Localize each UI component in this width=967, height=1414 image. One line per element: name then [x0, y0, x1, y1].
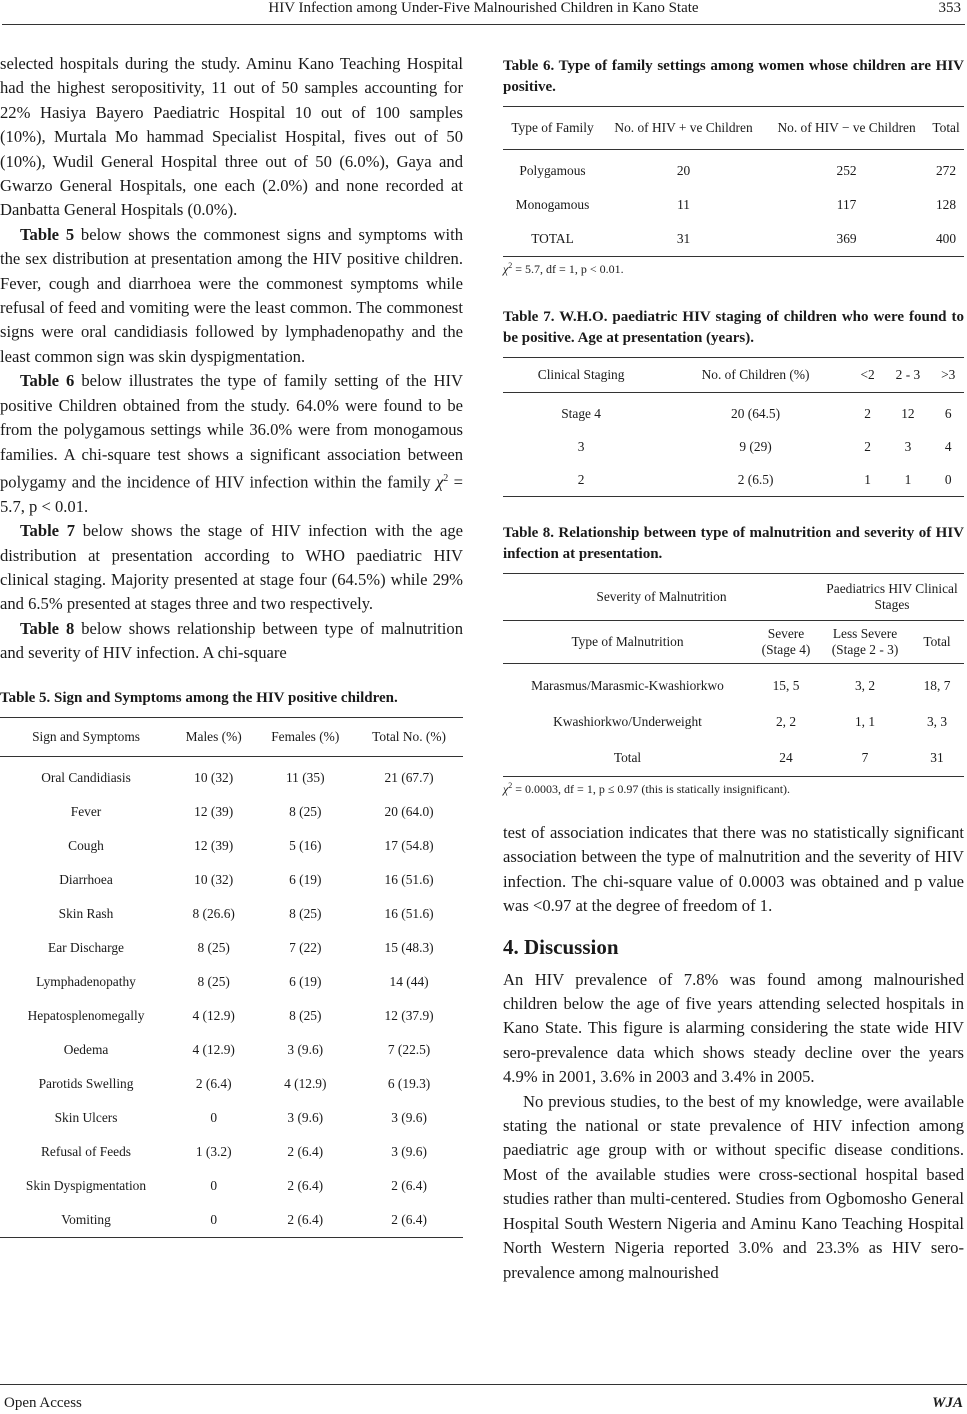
- table5-cell: Ear Discharge: [48, 939, 124, 955]
- table5-row: [0, 1033, 463, 1067]
- table5-row: [0, 1169, 463, 1203]
- table5-cell: 10 (32): [194, 871, 234, 887]
- table8-cell: 3, 2: [854, 678, 876, 693]
- table5-cell: Skin Dyspigmentation: [25, 1177, 147, 1193]
- table5-cell: 8 (25): [289, 803, 322, 819]
- table6-cell: TOTAL: [503, 222, 602, 257]
- table8-row: [503, 704, 964, 740]
- table5-cell: 4 (12.9): [192, 1041, 235, 1057]
- table5-cell: Skin Ulcers: [54, 1109, 118, 1125]
- table7-header-staging: Clinical Staging: [503, 358, 659, 393]
- table5-cell: 16 (51.6): [384, 905, 434, 921]
- table5-cell: 16 (51.6): [384, 871, 434, 887]
- table5-body: [0, 756, 463, 1237]
- table5-row: [0, 1135, 463, 1169]
- table8-row: [503, 740, 964, 777]
- table7-caption: Table 7. W.H.O. paediatric HIV staging of children who were found to be positive. Age at presentation (years).: [503, 309, 964, 346]
- footer-open-access: Open Access: [4, 1395, 82, 1411]
- table7: [503, 357, 964, 497]
- table6-cell: 128: [935, 197, 957, 212]
- table6-header-type: Type of Family: [503, 107, 602, 150]
- table5-row: [0, 1067, 463, 1101]
- table5-cell: 20 (64.0): [384, 803, 434, 819]
- table5-cell: Refusal of Feeds: [41, 1143, 131, 1159]
- table7-header-gt3: >3: [933, 358, 964, 393]
- table8-header-less-severe: Less Severe (Stage 2 - 3): [820, 621, 910, 664]
- table5-cell: 17 (54.8): [384, 837, 434, 853]
- page-number: 353: [938, 0, 961, 16]
- table5-cell: 11 (35): [285, 769, 325, 785]
- table7-header-2to3: 2 - 3: [883, 358, 932, 393]
- table7-cell: 2: [503, 463, 659, 497]
- page-footer: [0, 1384, 967, 1411]
- table5-row: [0, 829, 463, 863]
- table5-cell: 8 (25): [289, 905, 322, 921]
- table7-cell: 1: [852, 463, 883, 497]
- table8-row: [503, 664, 964, 705]
- table5-cell: Oral Candidiasis: [41, 769, 131, 785]
- table7-cell: 2: [864, 405, 871, 421]
- table5-cell: 3 (9.6): [391, 1143, 427, 1159]
- table5-cell: 0: [172, 1203, 255, 1238]
- paragraph-table8: Table 8 below shows relationship between type of malnutrition and severity of HIV infection. A chi-square: [0, 618, 463, 663]
- table5-cell: Vomiting: [0, 1203, 172, 1238]
- table7-ref: Table 7: [20, 521, 76, 541]
- table8-cell: 15, 5: [772, 678, 800, 693]
- table8-cell: Total: [503, 740, 752, 777]
- table5-header-total: Total No. (%): [355, 717, 463, 756]
- table5-cell: 4 (12.9): [192, 1007, 235, 1023]
- table5-cell: 4 (12.9): [284, 1075, 327, 1091]
- table7-body: [503, 393, 964, 497]
- table5-cell: Lymphadenopathy: [36, 973, 136, 989]
- table8-group-severity: Severity of Malnutrition: [503, 574, 820, 621]
- table5-cell: Skin Rash: [58, 905, 114, 921]
- table6-cell: 400: [928, 222, 964, 257]
- table7-cell: 2 (6.5): [659, 463, 852, 497]
- table6-header-pos: No. of HIV + ve Children: [602, 107, 765, 150]
- table6-cell: 31: [602, 222, 765, 257]
- table8-group-stages: Paediatrics HIV Clinical Stages: [820, 574, 964, 621]
- table7-cell: 1: [883, 463, 932, 497]
- paragraph-hospitals: selected hospitals during the study. Aminu Kano Teaching Hospital had the highest seropositivity, 11 out of 50 samples accounting for 22% Hasiya Bayero Paediatric Hospital 10 out of 100 samples (10%), Murtala Mo hammad Specialist Hospital, fives out of 50 (10%), Wudil General Hospital three out of 50 (6.0%), Gaya and Gwarzo General Hospitals, one each (2.0%) and none recorded at Danbatta General Hospitals (0.0%).: [0, 54, 463, 220]
- table8-header-severe: Severe (Stage 4): [752, 621, 820, 664]
- table7-cell: Stage 4: [561, 405, 601, 421]
- table5-cell: Oedema: [63, 1041, 109, 1057]
- table7-cell: 3: [577, 438, 585, 454]
- table6-cell: 11: [677, 197, 690, 212]
- table8-caption: Table 8. Relationship between type of malnutrition and severity of HIV infection at presentation.: [503, 525, 964, 562]
- table6-header-neg: No. of HIV − ve Children: [765, 107, 928, 150]
- table5-row: [0, 863, 463, 897]
- table5-cell: 8 (25): [197, 939, 230, 955]
- table7-row: [503, 463, 964, 497]
- table7-cell: 0: [933, 463, 964, 497]
- table5-cell: Parotids Swelling: [38, 1075, 134, 1091]
- table5-cell: 1 (3.2): [195, 1143, 232, 1159]
- table7-cell: 2: [864, 438, 871, 454]
- paragraph-discussion-2: No previous studies, to the best of my knowledge, were available stating the national or state prevalence of HIV infection among paediatric age group with or without specific disease conditions. Most of the available studies were cross-sectional hospital based studies rather than multi-centered. Studies from Ogbomosho General Hospital South Western Nigeria and Aminu Kano Teaching Hospital North Western Nigeria reported 3.0% and 23.3% as HIV sero-prevalence among malnourished: [503, 1091, 964, 1282]
- table5-cell: 2 (6.4): [287, 1177, 324, 1193]
- table5-cell: Hepatosplenomegally: [27, 1007, 145, 1023]
- table8-header-total: Total: [910, 621, 964, 664]
- table5-row: [0, 1203, 463, 1238]
- table5-cell: 2 (6.4): [195, 1075, 232, 1091]
- table5: [0, 717, 463, 1238]
- table6-cell: Polygamous: [519, 163, 586, 178]
- header-rule: [2, 24, 965, 25]
- table6: [503, 106, 964, 257]
- paragraph-chi-square: test of association indicates that there was no statistically significant association between the type of malnutrition and the severity of HIV infection. The chi-square value of 0.0003 was obtained and p value was <0.97 at the degree of freedom of 1.: [503, 823, 964, 916]
- table5-header-females: Females (%): [255, 717, 355, 756]
- table6-cell: 117: [836, 197, 857, 212]
- table6-header-total: Total: [928, 107, 964, 150]
- table8-body: [503, 664, 964, 777]
- table7-header-lt2: <2: [852, 358, 883, 393]
- table5-row: [0, 999, 463, 1033]
- table7-header-children: No. of Children (%): [659, 358, 852, 393]
- running-header: [0, 0, 967, 22]
- table5-row: [0, 897, 463, 931]
- paragraph-table5: Table 5 below shows the commonest signs and symptoms with the sex distribution at presentation among the HIV positive children. Fever, cough and diarrhoea were the commonest symptoms while refusal of feed and vomiting were the least common. The commonest signs were oral candidiasis followed by lymphadenopathy and the least common sign was skin dyspigmentation.: [0, 224, 463, 366]
- left-column: [0, 52, 463, 1238]
- table5-cell: 3 (9.6): [287, 1109, 324, 1125]
- footer-journal: WJA: [932, 1395, 963, 1411]
- table5-cell: 0: [210, 1177, 218, 1193]
- table5-cell: 8 (25): [289, 1007, 322, 1023]
- table5-cell: Diarrhoea: [59, 871, 113, 887]
- table7-cell: 20 (64.5): [731, 405, 781, 421]
- table6-cell: 252: [836, 163, 857, 178]
- table5-cell: 7 (22): [289, 939, 322, 955]
- table8: [503, 573, 964, 777]
- table5-cell: 21 (67.7): [384, 769, 434, 785]
- table5-cell: 6 (19): [289, 871, 322, 887]
- table5-cell: 14 (44): [389, 973, 429, 989]
- table5-ref: Table 5: [20, 224, 75, 244]
- table6-note: $\chi^2 = 5.7$, df = 1, p < 0.01.: [503, 261, 624, 276]
- table8-cell: Marasmus/Marasmic-Kwashiorkwo: [531, 678, 724, 693]
- running-title: HIV Infection among Under-Five Malnourished Children in Kano State: [268, 0, 699, 16]
- table8-cell: 3, 3: [926, 714, 948, 729]
- table6-cell: 272: [935, 163, 957, 178]
- table7-cell: 4: [944, 438, 952, 454]
- table7-row: [503, 430, 964, 463]
- table7-cell: 12: [901, 405, 915, 421]
- table6-row: [503, 222, 964, 257]
- table5-cell: 8 (26.6): [192, 905, 235, 921]
- table5-caption: Table 5. Sign and Symptoms among the HIV positive children.: [0, 689, 398, 706]
- table8-cell: 18, 7: [923, 678, 951, 693]
- table5-cell: 10 (32): [194, 769, 234, 785]
- table8-cell: Kwashiorkwo/Underweight: [553, 714, 702, 729]
- table7-row: [503, 393, 964, 431]
- table6-ref: Table 6: [20, 371, 75, 391]
- table5-cell: 2 (6.4): [391, 1177, 427, 1193]
- table5-cell: Fever: [70, 803, 102, 819]
- table5-cell: 6 (19): [289, 973, 322, 989]
- table5-cell: 12 (39): [194, 837, 234, 853]
- table6-row: [503, 150, 964, 189]
- table5-cell: 5 (16): [289, 837, 322, 853]
- table5-cell: 15 (48.3): [384, 939, 434, 955]
- table8-cell: 24: [752, 740, 820, 777]
- table5-row: [0, 965, 463, 999]
- table6-cell: 369: [765, 222, 928, 257]
- table6-cell: 20: [676, 163, 691, 178]
- paragraph-discussion-1: An HIV prevalence of 7.8% was found among malnourished children below the age of five years attending selected hospitals in Kano State. This figure is alarming considering the state wide HIV sero-prevalence data which shows steady decline over the years 4.9% in 2001, 3.6% in 2003 and 3.4% in 2005.: [503, 969, 964, 1087]
- right-body: [503, 821, 964, 1285]
- table7-cell: 6: [944, 405, 952, 421]
- table5-row: [0, 795, 463, 829]
- table7-cell: 3: [904, 438, 912, 454]
- table5-cell: 3 (9.6): [287, 1041, 324, 1057]
- table8-cell: 1, 1: [854, 714, 876, 729]
- table8-ref: Table 8: [20, 618, 75, 638]
- table5-cell: Cough: [68, 837, 104, 853]
- section-heading-discussion: 4. Discussion: [503, 934, 619, 959]
- table6-body: [503, 150, 964, 257]
- table5-cell: 12 (39): [194, 803, 234, 819]
- table5-cell: 8 (25): [197, 973, 230, 989]
- table5-cell: 0: [210, 1109, 218, 1125]
- table8-header-type: Type of Malnutrition: [503, 621, 752, 664]
- table6-caption: Table 6. Type of family settings among women whose children are HIV positive.: [503, 58, 964, 95]
- table8-cell: 31: [910, 740, 964, 777]
- table8-cell: 7: [820, 740, 910, 777]
- table5-header-sign: Sign and Symptoms: [0, 717, 172, 756]
- table8-note: $\chi^2 = 0.0003$, df = 1, p ≤ 0.97 (this is statically insignificant).: [503, 781, 791, 796]
- table5-cell: 2 (6.4): [355, 1203, 463, 1238]
- table5-cell: 3 (9.6): [391, 1109, 427, 1125]
- table5-cell: 6 (19.3): [387, 1075, 431, 1091]
- table5-cell: 12 (37.9): [384, 1007, 434, 1023]
- table6-row: [503, 188, 964, 222]
- right-column: [503, 56, 964, 1285]
- table5-cell: 2 (6.4): [287, 1143, 324, 1159]
- table5-cell: 2 (6.4): [255, 1203, 355, 1238]
- paragraph-table6: Table 6 below illustrates the type of family setting of the HIV positive Children obtained from the study. 64.0% were found to be from the polygamous settings while 36.0% were from monogamous families. A chi-square test shows a significant association between polygamy and the incidence of HIV infection within the family $\chi^2 = 5.7$, p < 0.01.: [0, 371, 464, 516]
- paragraph-table7: Table 7 below shows the stage of HIV infection with the age distribution at presentation according to WHO paediatric HIV clinical staging. Majority presented at stage four (64.5%) while 29% and 6.5% presented at stages three and two respectively.: [0, 521, 464, 614]
- table7-cell: 9 (29): [739, 438, 772, 454]
- table8-cell: 2, 2: [775, 714, 797, 729]
- table5-cell: 7 (22.5): [387, 1041, 431, 1057]
- table5-header-males: Males (%): [172, 717, 255, 756]
- table5-row: [0, 1101, 463, 1135]
- table6-cell: Monogamous: [515, 197, 590, 212]
- table5-row: [0, 756, 463, 795]
- table5-row: [0, 931, 463, 965]
